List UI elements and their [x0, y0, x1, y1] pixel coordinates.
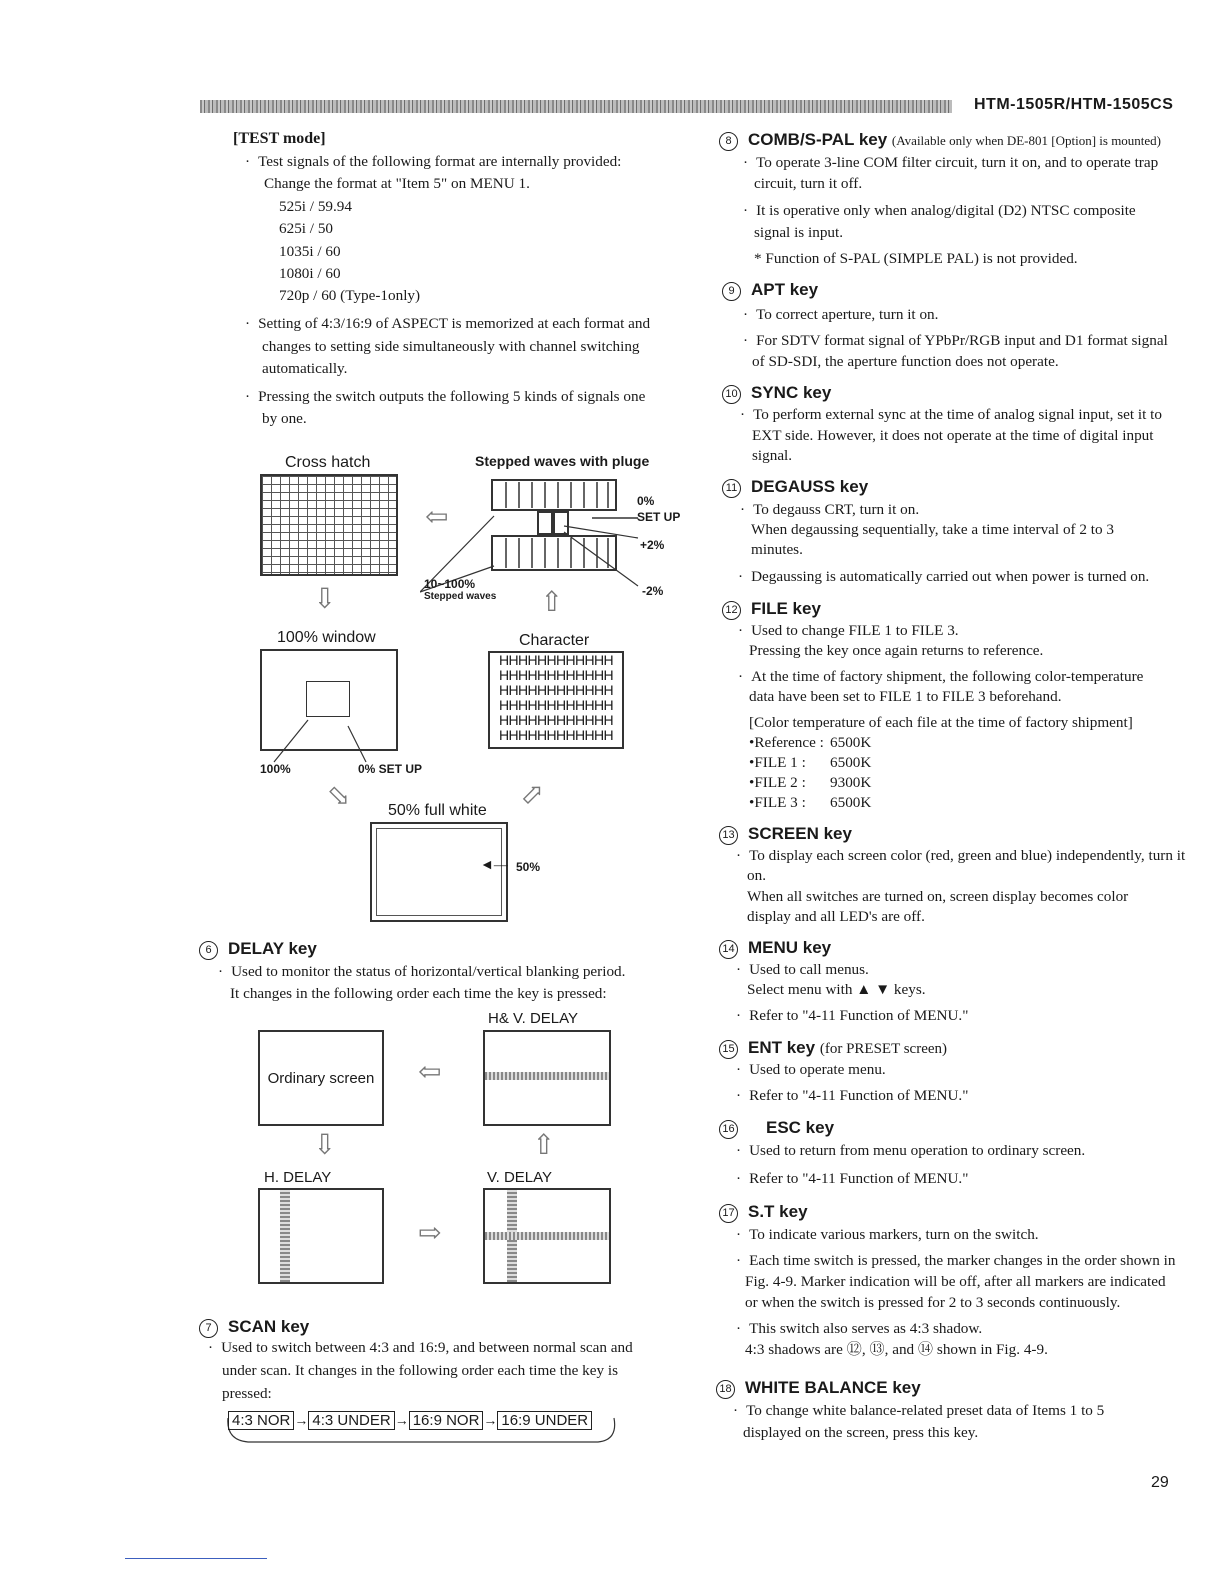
- window-label: 100% window: [277, 629, 376, 646]
- scan-bullet: · Used to switch between 4:3 and 16:9, and between normal scan and: [208, 1339, 633, 1356]
- char-row: HHHHHHHHHHHH: [498, 667, 614, 683]
- scan-bullet-b: under scan. It changes in the following order each time the key is: [222, 1362, 619, 1379]
- test-mode-bullet-1b: Change the format at "Item 5" on MENU 1.: [264, 175, 530, 192]
- label-50pct: 50%: [516, 860, 541, 874]
- format-4: 1080i / 60: [279, 265, 341, 282]
- arrow-left-icon: ⇦: [425, 502, 449, 533]
- file-bullet-a2: Pressing the key once again returns to reference.: [749, 642, 1044, 659]
- degauss-bullet-a3: minutes.: [751, 541, 803, 558]
- label-100pct: 100%: [260, 762, 291, 776]
- format-5: 720p / 60 (Type-1only): [279, 287, 421, 304]
- delay-key-title: 6 DELAY key: [199, 939, 317, 960]
- hv-delay-box: [483, 1030, 611, 1126]
- comb-key-title: 8 COMB/S-PAL key (Available only when DE-801 [Option] is mounted): [719, 130, 1161, 151]
- arrow-up-icon: ⇧: [540, 587, 564, 618]
- delay-arrow-right-icon: ⇨: [418, 1218, 442, 1249]
- comb-bullet-b2: signal is input.: [754, 224, 844, 241]
- menu-bullet-b: · Refer to "4-11 Function of MENU.": [736, 1007, 969, 1024]
- page-number: 29: [1151, 1474, 1169, 1491]
- comb-bullet-b: · It is operative only when analog/digital (D2) NTSC composite: [743, 202, 1136, 219]
- delay-arrow-up-icon: ⇧: [532, 1130, 556, 1161]
- character-label: Character: [519, 632, 590, 649]
- apt-bullet-b: · For SDTV format signal of YPbPr/RGB input and D1 format signal: [743, 332, 1168, 349]
- comb-bullet-a: · To operate 3-line COM filter circuit, turn it on, and to operate trap: [743, 154, 1159, 171]
- full-white-label: 50% full white: [388, 802, 487, 819]
- stepped-waves-label: Stepped waves with pluge: [475, 453, 650, 469]
- format-3: 1035i / 60: [279, 243, 341, 260]
- label-minus2: -2%: [642, 584, 664, 598]
- file-row-reference: •Reference : 6500K: [749, 734, 872, 751]
- delay-arrow-left-icon: ⇦: [418, 1057, 442, 1088]
- file-row-1: •FILE 1 : 6500K: [749, 754, 872, 771]
- label-setup: SET UP: [637, 510, 681, 524]
- label-0-setup: 0% SET UP: [358, 762, 423, 776]
- apt-key-title: 9 APT key: [722, 280, 818, 301]
- st-bullet-b: · Each time switch is pressed, the marker changes in the order shown in: [736, 1252, 1176, 1269]
- ordinary-screen-box: [258, 1030, 384, 1126]
- scan-mode: 4:3 NOR: [228, 1411, 294, 1430]
- screen-bullet: · To display each screen color (red, green and blue) independently, turn it: [736, 847, 1186, 864]
- ent-bullet-a: · Used to operate menu.: [736, 1061, 886, 1078]
- v-delay-label: V. DELAY: [487, 1169, 553, 1186]
- format-1: 525i / 59.94: [279, 198, 352, 215]
- format-2: 625i / 50: [279, 220, 334, 237]
- menu-bullet-a2: Select menu with ▲ ▼ keys.: [747, 981, 926, 998]
- test-mode-bullet-2: · Setting of 4:3/16:9 of ASPECT is memorized at each format and: [245, 315, 651, 332]
- apt-bullet-b2: of SD-SDI, the aperture function does not operate.: [752, 353, 1059, 370]
- esc-key-title: 16 ESC key: [719, 1118, 834, 1139]
- character-pattern: [488, 651, 624, 749]
- cross-hatch-pattern: [260, 474, 398, 576]
- scan-mode: 16:9 UNDER: [497, 1411, 592, 1430]
- sync-bullet-2: EXT side. However, it does not operate at the time of digital input: [752, 427, 1154, 444]
- degauss-key-title: 11 DEGAUSS key: [722, 477, 868, 498]
- model-name: HTM-1505R/HTM-1505CS: [974, 96, 1174, 113]
- header-bar: [200, 100, 952, 113]
- window-pointers: [270, 700, 380, 770]
- test-mode-title: [TEST mode]: [233, 130, 326, 147]
- arrow-down-icon: ⇩: [313, 584, 337, 615]
- file-color-temp-heading: [Color temperature of each file at the time of factory shipment]: [749, 714, 1133, 731]
- arrow-diag-down-right-icon: ⇩: [320, 778, 360, 817]
- degauss-bullet-a2: When degaussing sequentially, take a time interval of 2 to 3: [751, 521, 1114, 538]
- screen-bullet-3: When all switches are turned on, screen display becomes color: [747, 888, 1129, 905]
- ent-key-title: 15 ENT key (for PRESET screen): [719, 1038, 947, 1059]
- white-balance-key-title: 18 WHITE BALANCE key: [716, 1378, 921, 1399]
- scan-mode: 4:3 UNDER: [308, 1411, 394, 1430]
- label-plus2: +2%: [640, 538, 665, 552]
- char-row: HHHHHHHHHHHH: [498, 682, 614, 698]
- menu-bullet-a: · Used to call menus.: [736, 961, 869, 978]
- st-bullet-c: · This switch also serves as 4:3 shadow.: [736, 1320, 983, 1337]
- screen-bullet-2: on.: [747, 867, 766, 884]
- hv-delay-label: H& V. DELAY: [488, 1010, 579, 1027]
- screen-key-title: 13 SCREEN key: [719, 824, 852, 845]
- footnote-rule: [125, 1558, 267, 1559]
- file-key-title: 12 FILE key: [722, 599, 821, 620]
- test-mode-bullet-2b: changes to setting side simultaneously with channel switching: [262, 338, 640, 355]
- menu-key-title: 14 MENU key: [719, 938, 831, 959]
- test-mode-bullet-3: · Pressing the switch outputs the following 5 kinds of signals one: [245, 388, 646, 405]
- label-0pct: 0%: [637, 494, 655, 508]
- comb-bullet-a2: circuit, turn it off.: [754, 175, 863, 192]
- esc-bullet-a: · Used to return from menu operation to ordinary screen.: [736, 1142, 1086, 1159]
- screen-bullet-4: display and all LED's are off.: [747, 908, 925, 925]
- file-row-3: •FILE 3 : 6500K: [749, 794, 872, 811]
- st-bullet-a: · To indicate various markers, turn on the switch.: [736, 1226, 1039, 1243]
- test-mode-bullet-3b: by one.: [262, 410, 307, 427]
- delay-arrow-down-icon: ⇩: [313, 1130, 337, 1161]
- degauss-bullet-a: · To degauss CRT, turn it on.: [740, 501, 920, 518]
- scan-mode: 16:9 NOR: [409, 1411, 484, 1430]
- char-row: HHHHHHHHHHHH: [498, 697, 614, 713]
- scan-bullet-c: pressed:: [222, 1385, 272, 1402]
- char-row: HHHHHHHHHHHH: [498, 652, 614, 668]
- st-bullet-b3: or when the switch is pressed for 2 to 3 seconds continuously.: [745, 1294, 1121, 1311]
- esc-bullet-b: · Refer to "4-11 Function of MENU.": [736, 1170, 969, 1187]
- apt-bullet-a: · To correct aperture, turn it on.: [743, 306, 939, 323]
- comb-note: * Function of S-PAL (SIMPLE PAL) is not provided.: [754, 250, 1078, 267]
- arrow-diag-up-right-icon: ⇧: [512, 776, 551, 815]
- test-mode-bullet-1: · Test signals of the following format are internally provided:: [245, 153, 622, 170]
- delay-bullet: · Used to monitor the status of horizontal/vertical blanking period.: [218, 963, 626, 980]
- st-bullet-b2: Fig. 4-9. Marker indication will be off, after all markers are indicated: [745, 1273, 1166, 1290]
- file-bullet-b: · At the time of factory shipment, the following color-temperature: [738, 668, 1144, 685]
- h-delay-label: H. DELAY: [264, 1169, 332, 1186]
- test-mode-bullet-2c: automatically.: [262, 360, 348, 377]
- cross-hatch-label: Cross hatch: [285, 454, 371, 471]
- sync-key-title: 10 SYNC key: [722, 383, 831, 404]
- white-balance-bullet: · To change white balance-related preset data of Items 1 to 5: [733, 1402, 1105, 1419]
- file-row-2: •FILE 2 : 9300K: [749, 774, 872, 791]
- v-delay-box: [483, 1188, 611, 1284]
- file-bullet-a: · Used to change FILE 1 to FILE 3.: [738, 622, 959, 639]
- scan-sequence: 4:3 NOR → 4:3 UNDER → 16:9 NOR → 16:9 UNDER: [228, 1411, 592, 1430]
- h-delay-box: [258, 1188, 384, 1284]
- char-row: HHHHHHHHHHHH: [498, 712, 614, 728]
- white-balance-bullet-2: displayed on the screen, press this key.: [743, 1424, 979, 1441]
- delay-bullet-b: It changes in the following order each time the key is pressed:: [230, 985, 607, 1002]
- ordinary-screen-label: Ordinary screen: [267, 1070, 375, 1087]
- file-bullet-b2: data have been set to FILE 1 to FILE 3 beforehand.: [749, 688, 1062, 705]
- scan-key-title: 7 SCAN key: [199, 1317, 309, 1338]
- ent-bullet-b: · Refer to "4-11 Function of MENU.": [736, 1087, 969, 1104]
- pointer-50: ◄—: [480, 858, 508, 873]
- degauss-bullet-b: · Degaussing is automatically carried out when power is turned on.: [738, 568, 1150, 585]
- st-key-title: 17 S.T key: [719, 1202, 808, 1223]
- label-stepped-small: Stepped waves: [424, 591, 497, 602]
- label-range: 10~100%: [424, 577, 476, 591]
- sync-bullet: · To perform external sync at the time of analog signal input, set it to: [740, 406, 1162, 423]
- st-bullet-c2: 4:3 shadows are ⑫, ⑬, and ⑭ shown in Fig. 4-9.: [745, 1341, 1048, 1358]
- char-row: HHHHHHHHHHHH: [498, 727, 614, 743]
- sync-bullet-3: signal.: [752, 447, 793, 464]
